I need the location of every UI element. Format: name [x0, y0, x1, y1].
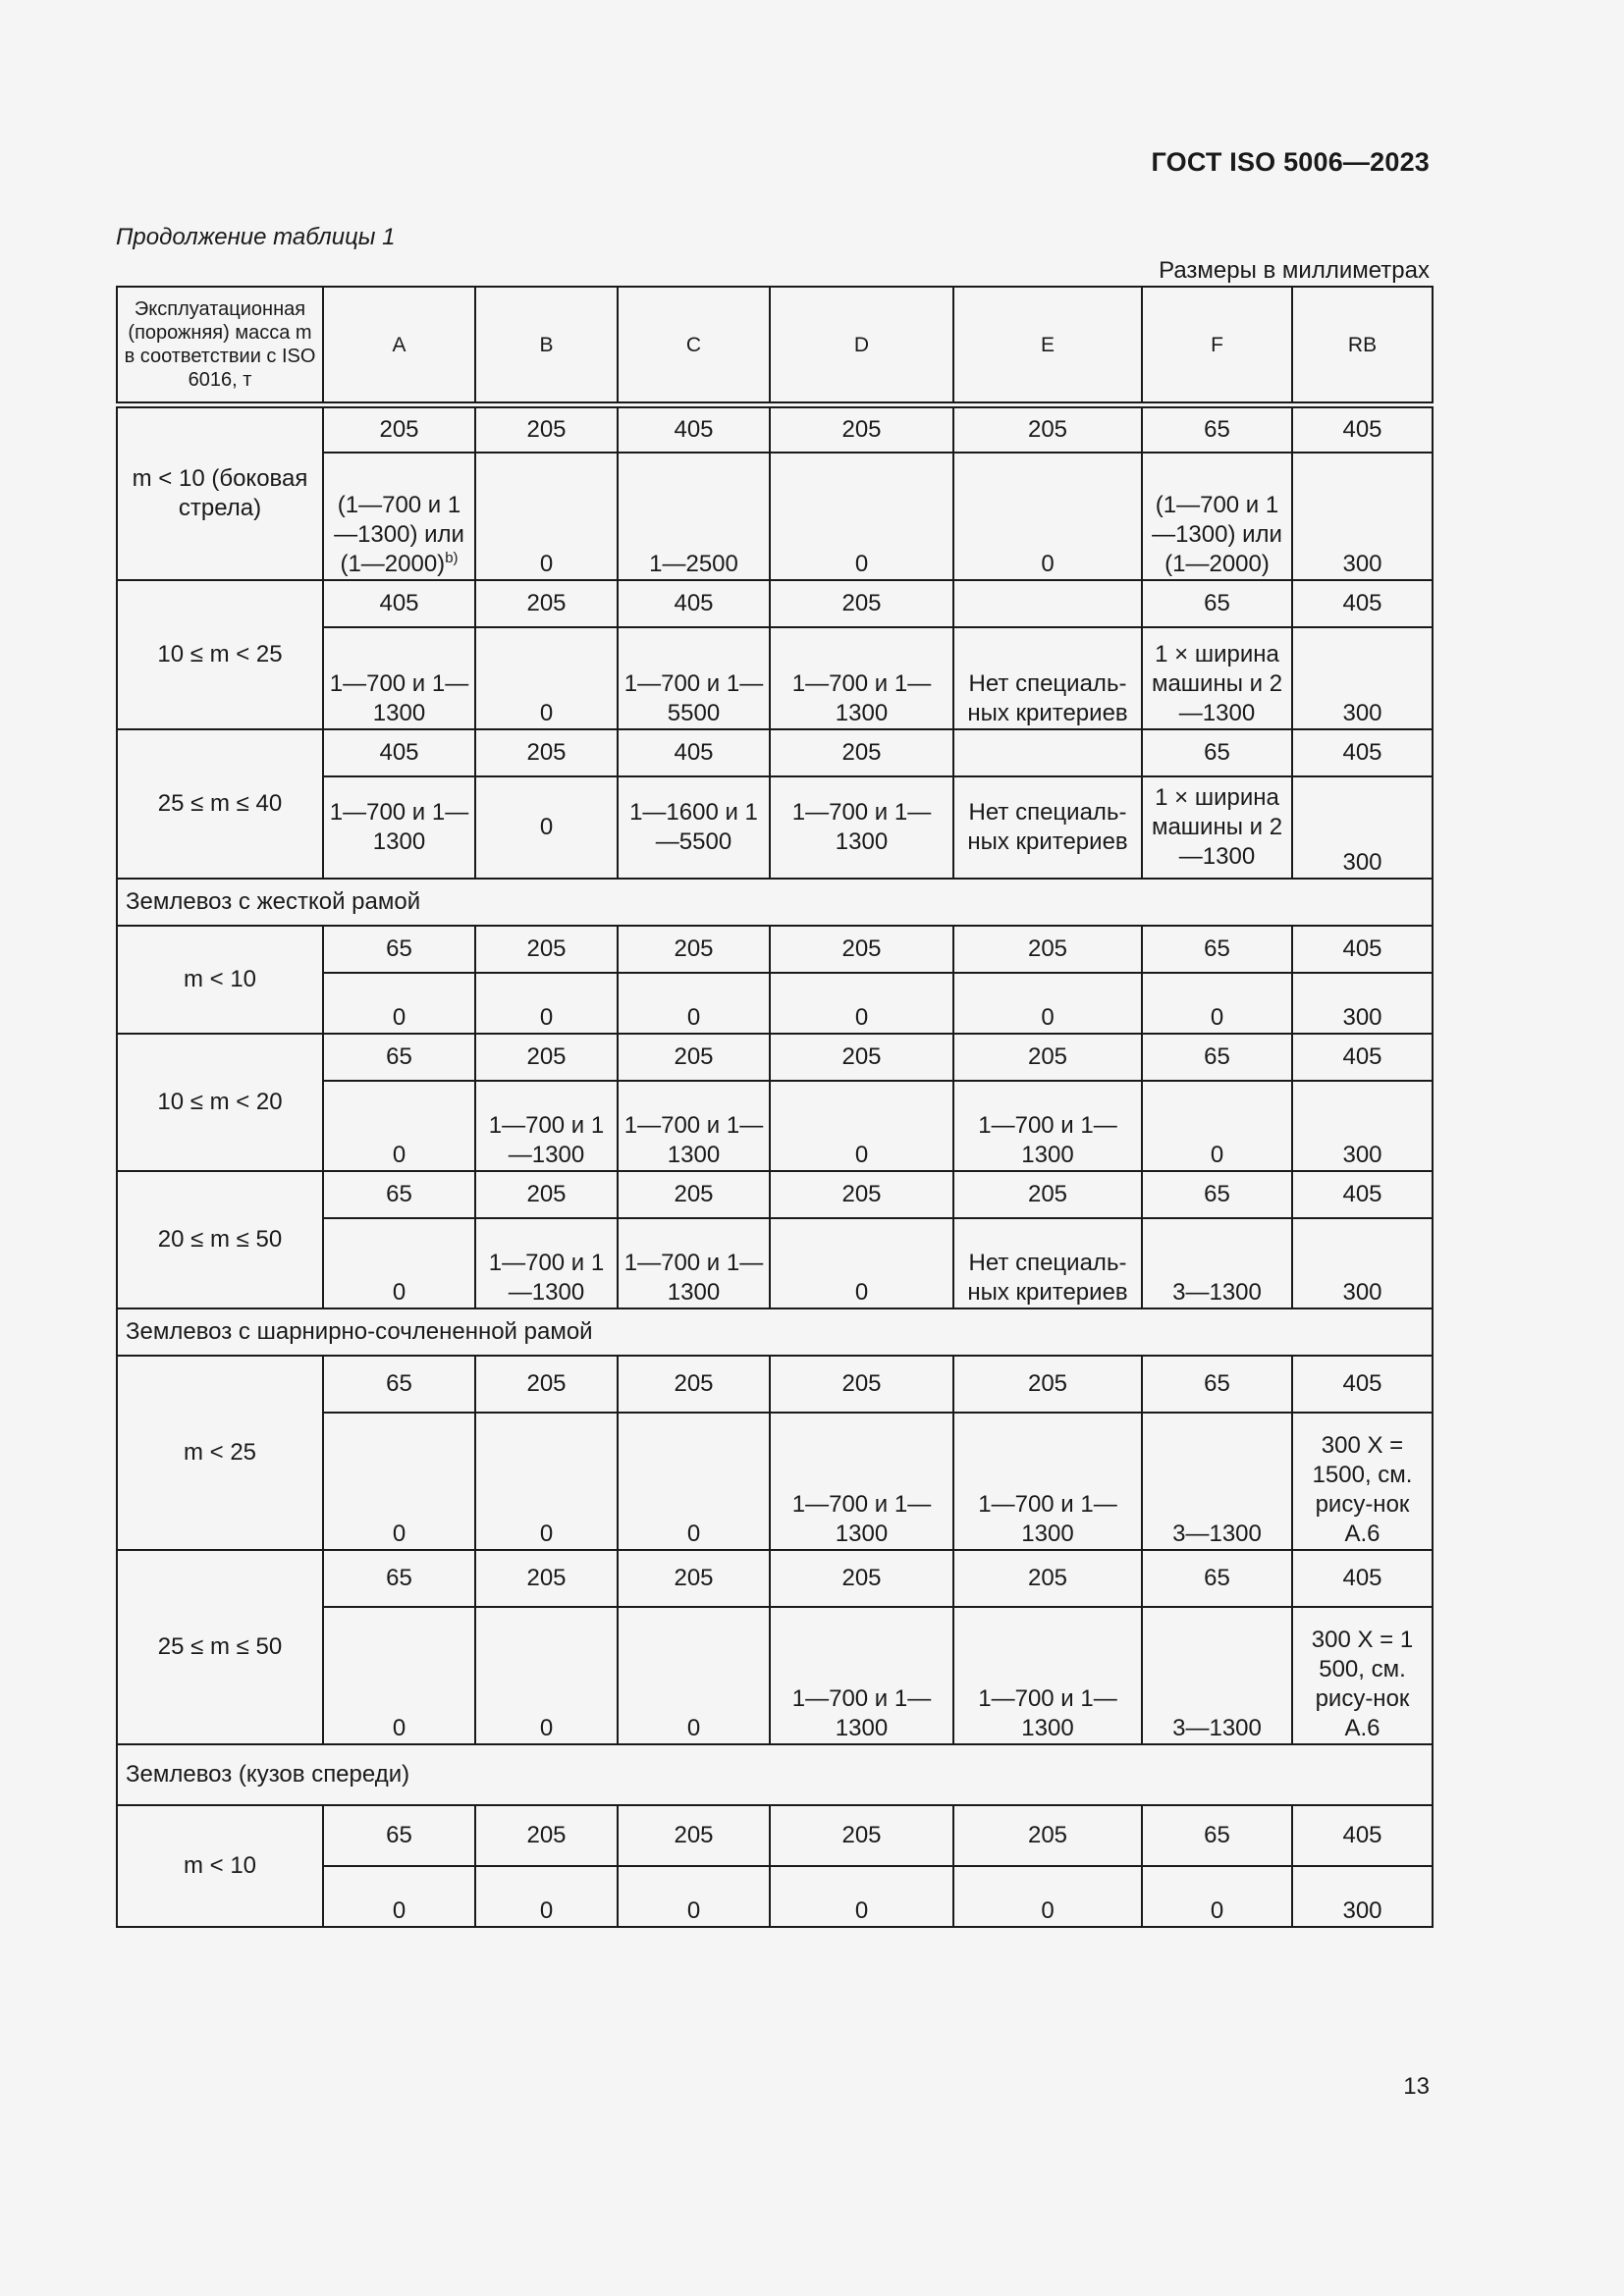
column-header-e: E [953, 287, 1142, 405]
table-cell: 0 [770, 1081, 953, 1171]
table-cell: 300 [1292, 627, 1433, 729]
table-cell: 0 [475, 1413, 618, 1550]
table-cell: 205 [475, 1034, 618, 1081]
table-cell [953, 580, 1142, 627]
column-header-a: A [323, 287, 475, 405]
table-body [117, 405, 1433, 1927]
table-cell: 405 [618, 580, 770, 627]
table-cell: 65 [323, 926, 475, 973]
table-cell: 0 [618, 1413, 770, 1550]
table-cell: 205 [953, 1356, 1142, 1413]
mass-range-label: 10 ≤ m < 25 [117, 580, 323, 729]
table-cell: 1—700 и 1—1300 [618, 1218, 770, 1308]
table-cell: 405 [1292, 405, 1433, 453]
table-cell: 0 [475, 776, 618, 879]
section-row [117, 879, 1433, 926]
table-cell: 205 [475, 1356, 618, 1413]
table-cell: 405 [1292, 1356, 1433, 1413]
dimensions-table [116, 286, 1434, 1928]
table-cell: 0 [1142, 973, 1292, 1034]
table-cell: 1—700 и 1—1300 [770, 776, 953, 879]
table-cell: 65 [1142, 926, 1292, 973]
table-cell: 205 [475, 729, 618, 776]
table-cell: 405 [1292, 1805, 1433, 1866]
table-cell: 0 [475, 453, 618, 580]
table-cell: 1—700 и 1—1300 [770, 627, 953, 729]
table-cell: 300 X = 1500, см. рису-нок А.6 [1292, 1413, 1433, 1550]
value-row-top [117, 1171, 1433, 1218]
mass-range-label: 20 ≤ m ≤ 50 [117, 1171, 323, 1308]
table-cell: 205 [770, 926, 953, 973]
table-cell: Нет специаль-ных критериев [953, 627, 1142, 729]
table-cell: (1—700 и 1—1300) или (1—2000) [1142, 453, 1292, 580]
table-cell: 65 [1142, 1171, 1292, 1218]
value-row-top [117, 1805, 1433, 1866]
table-cell: 0 [475, 1866, 618, 1927]
table-cell: 0 [475, 1607, 618, 1744]
table-cell: 65 [1142, 580, 1292, 627]
section-heading: Землевоз с жесткой рамой [117, 879, 1433, 926]
section-row [117, 1308, 1433, 1356]
table-cell [953, 729, 1142, 776]
table-cell: 205 [323, 405, 475, 453]
mass-range-label: m < 25 [117, 1356, 323, 1550]
section-heading: Землевоз с шарнирно-сочлененной рамой [117, 1308, 1433, 1356]
value-row-top [117, 405, 1433, 453]
table-cell: 205 [618, 926, 770, 973]
table-cell: 300 [1292, 973, 1433, 1034]
table-cell: 1—700 и 1—1300 [618, 1081, 770, 1171]
table-cell: 0 [618, 1607, 770, 1744]
units-caption: Размеры в миллиметрах [1159, 257, 1430, 284]
table-cell: 205 [475, 405, 618, 453]
table-cell: 65 [323, 1550, 475, 1607]
table-cell: 205 [770, 1171, 953, 1218]
table-cell: 205 [618, 1034, 770, 1081]
table-cell: 205 [475, 580, 618, 627]
table-cell: 0 [1142, 1866, 1292, 1927]
value-row-top [117, 580, 1433, 627]
table-cell: 1—700 и 1—1300 [323, 776, 475, 879]
table-cell: 205 [770, 1356, 953, 1413]
table-cell: (1—700 и 1—1300) или (1—2000)$^{b)}$ [323, 453, 475, 580]
table-cell: 0 [770, 1218, 953, 1308]
table-cell: 300 [1292, 1081, 1433, 1171]
table-cell: 205 [618, 1805, 770, 1866]
table-cell: 0 [1142, 1081, 1292, 1171]
footnote-marker: b) [445, 549, 459, 566]
table-cell: 3—1300 [1142, 1607, 1292, 1744]
table-cell: 205 [475, 1805, 618, 1866]
table-cell: 0 [323, 1866, 475, 1927]
mass-range-label: 25 ≤ m ≤ 40 [117, 729, 323, 879]
table-cell: 205 [770, 1034, 953, 1081]
document-code: ГОСТ ISO 5006—2023 [1151, 147, 1430, 177]
table-cell: 0 [323, 1607, 475, 1744]
table-cell: 0 [770, 973, 953, 1034]
table-cell: 300 X = 1 500, см. рису-нок А.6 [1292, 1607, 1433, 1744]
table-cell: 205 [953, 1805, 1142, 1866]
table-cell: 0 [323, 1081, 475, 1171]
table-cell: 205 [953, 926, 1142, 973]
table-cell: 0 [323, 1218, 475, 1308]
table-cell: 405 [1292, 729, 1433, 776]
page-number: 13 [1403, 2073, 1430, 2100]
table-cell: 65 [1142, 1805, 1292, 1866]
table-cell: 1—700 и 1—1300 [953, 1413, 1142, 1550]
table-cell: 0 [770, 1866, 953, 1927]
table-cell: 205 [953, 405, 1142, 453]
table-cell: 405 [1292, 1550, 1433, 1607]
table-cell: 65 [323, 1805, 475, 1866]
table-cell: 205 [953, 1034, 1142, 1081]
table-cell: 0 [618, 973, 770, 1034]
table-cell: 1—1600 и 1—5500 [618, 776, 770, 879]
table-cell: 405 [1292, 1171, 1433, 1218]
table-header-row [117, 287, 1433, 405]
table-cell: 1—700 и 1—1300 [475, 1081, 618, 1171]
mass-range-label: m < 10 [117, 1805, 323, 1927]
table-cell: 300 [1292, 1218, 1433, 1308]
mass-range-label: m < 10 [117, 926, 323, 1034]
table-cell: 65 [1142, 729, 1292, 776]
table-cell: 300 [1292, 453, 1433, 580]
table-cell: 65 [323, 1171, 475, 1218]
table-cell: 205 [770, 1805, 953, 1866]
table-cell: 205 [475, 1550, 618, 1607]
table-cell: 405 [1292, 580, 1433, 627]
table-cell: 205 [618, 1356, 770, 1413]
table-cell: 0 [953, 453, 1142, 580]
table-cell: 0 [953, 1866, 1142, 1927]
table-cell: 1—2500 [618, 453, 770, 580]
table-continuation-caption: Продолжение таблицы 1 [116, 224, 396, 250]
column-header-c: C [618, 287, 770, 405]
table-cell: 3—1300 [1142, 1413, 1292, 1550]
table-cell: 205 [475, 1171, 618, 1218]
column-header-b: B [475, 287, 618, 405]
table-cell: 1 × ширина машины и 2—1300 [1142, 776, 1292, 879]
table-cell: 300 [1292, 1866, 1433, 1927]
mass-range-label: 10 ≤ m < 20 [117, 1034, 323, 1171]
table-cell: 205 [953, 1550, 1142, 1607]
value-row-top [117, 1034, 1433, 1081]
value-row-top [117, 729, 1433, 776]
table-cell: Нет специаль-ных критериев [953, 1218, 1142, 1308]
table-cell: 65 [323, 1356, 475, 1413]
table-cell: 205 [618, 1171, 770, 1218]
table-cell: 65 [1142, 1034, 1292, 1081]
table-cell: 405 [1292, 1034, 1433, 1081]
table-cell: 405 [323, 729, 475, 776]
column-header-d: D [770, 287, 953, 405]
table-cell: 1—700 и 1—1300 [323, 627, 475, 729]
table-cell: Нет специаль-ных критериев [953, 776, 1142, 879]
table-cell: 1—700 и 1—1300 [770, 1607, 953, 1744]
section-heading: Землевоз (кузов спереди) [117, 1744, 1433, 1805]
table-cell: 300 [1292, 776, 1433, 879]
table-cell: 405 [1292, 926, 1433, 973]
table-cell: 1—700 и 1—5500 [618, 627, 770, 729]
table-cell: 405 [618, 405, 770, 453]
table-cell: 1 × ширина машины и 2—1300 [1142, 627, 1292, 729]
table-cell: 205 [770, 729, 953, 776]
table-cell: 3—1300 [1142, 1218, 1292, 1308]
table-cell: 405 [323, 580, 475, 627]
table-cell: 0 [323, 973, 475, 1034]
mass-range-label: 25 ≤ m ≤ 50 [117, 1550, 323, 1744]
mass-range-label: m < 10 (боковая стрела) [117, 405, 323, 580]
table-cell: 0 [475, 973, 618, 1034]
table-cell: 205 [475, 926, 618, 973]
table-cell: 0 [323, 1413, 475, 1550]
table-cell: 65 [1142, 405, 1292, 453]
table-cell: 0 [618, 1866, 770, 1927]
table-cell: 205 [953, 1171, 1142, 1218]
table-cell: 0 [953, 973, 1142, 1034]
value-row-top [117, 1356, 1433, 1413]
table-cell: 1—700 и 1—1300 [953, 1081, 1142, 1171]
value-row-top [117, 926, 1433, 973]
column-header-f: F [1142, 287, 1292, 405]
table-cell: 0 [770, 453, 953, 580]
table-cell: 65 [1142, 1356, 1292, 1413]
value-row-top [117, 1550, 1433, 1607]
table-cell: 205 [770, 405, 953, 453]
table-cell: 65 [323, 1034, 475, 1081]
table-cell: 1—700 и 1—1300 [770, 1413, 953, 1550]
column-header-rb: RB [1292, 287, 1433, 405]
table-cell: 1—700 и 1—1300 [475, 1218, 618, 1308]
table-cell: 0 [475, 627, 618, 729]
column-header-mass: Эксплуатационная (порожняя) масса m в соответствии с ISO 6016, т [117, 287, 323, 405]
section-row [117, 1744, 1433, 1805]
table-cell: 205 [770, 580, 953, 627]
table-cell: 65 [1142, 1550, 1292, 1607]
table-cell: 405 [618, 729, 770, 776]
table-cell: 1—700 и 1—1300 [953, 1607, 1142, 1744]
table-cell: 205 [618, 1550, 770, 1607]
table-cell: 205 [770, 1550, 953, 1607]
